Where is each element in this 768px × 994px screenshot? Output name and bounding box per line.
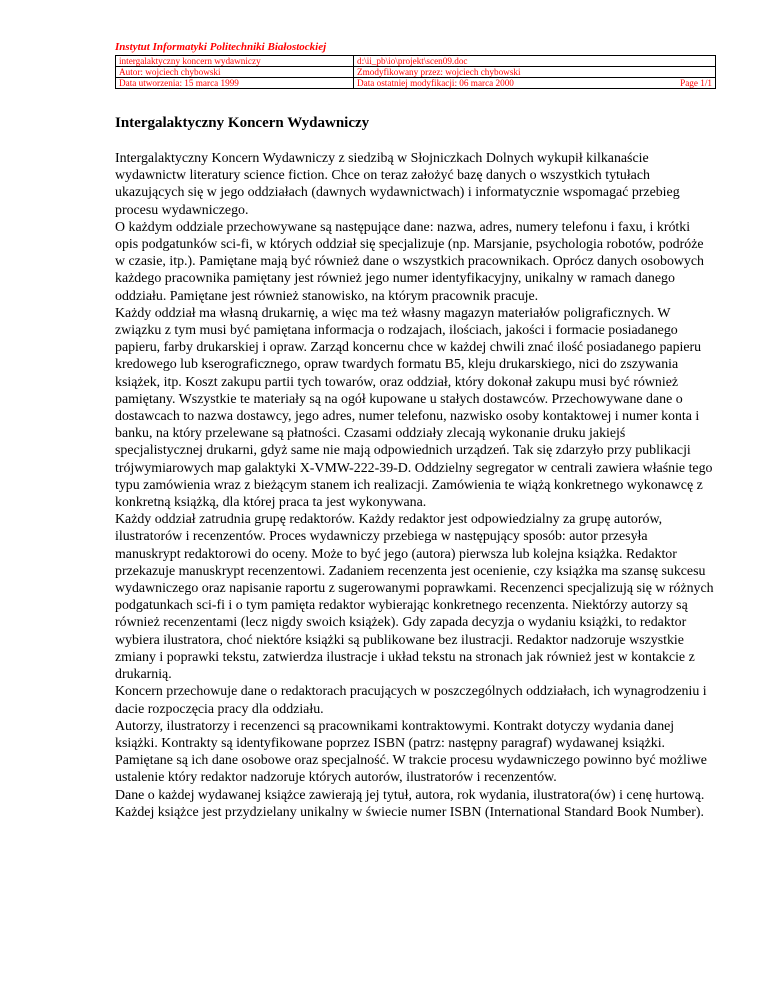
- header-row: [116, 78, 716, 89]
- project-name: intergalaktyczny koncern wydawniczy: [116, 56, 354, 67]
- last-modified-date: Data ostatniej modyfikacji: 06 marca 2000: [354, 78, 628, 89]
- creation-date: Data utworzenia: 15 marca 1999: [116, 78, 354, 89]
- document-header-table: [115, 55, 716, 89]
- paragraph: O każdym oddziale przechowywane są następujące dane: nazwa, adres, numery telefonu i faxu, i krótki opis podgatunków sci-fi, w których oddział się specjalizuje (np. Marsjanie, psychologia robotów, podróże w czasie, itp.). Pamiętane mają być również dane o wszystkich pracownikach. Oprócz danych osobowych każdego pracownika pamiętany jest również jego numer identyfikacyjny, unikalny w ramach danego oddziału. Pamiętane jest również stanowisko, na którym pracownik pracuje.: [115, 219, 704, 304]
- paragraph: Każdy oddział zatrudnia grupę redaktorów. Każdy redaktor jest odpowiedzialny za grupę autorów, ilustratorów i recenzentów. Proces wydawniczy przebiega w następujący sposób: autor przesyła manuskrypt redaktorowi do oceny. Może to być jego (autora) pierwsza lub kolejna książka. Redaktor przekazuje manuskrypt recenzentowi. Zadaniem recenzenta jest ocenienie, czy książka ma szansę sukcesu wydawniczego oraz napisanie raportu z sugerowanymi poprawkami. Recenzenci specjalizują się w różnych podgatunkach sci-fi i o tym pamięta redaktor wybierając konkretnego recenzenta. Niektórzy autorzy są również recenzentami (lecz nigdy swoich książek). Gdy zapada decyzja o wydaniu książki, to redaktor wybiera ilustratora, choć niektóre książki są publikowane bez ilustracji. Redaktor nadzoruje wszystkie zmiany i poprawki tekstu, zatwierdza ilustracje i układ tekstu na stronach jak również jest w kontakcie z drukarnią.: [115, 512, 714, 683]
- paragraph: Każdy oddział ma własną drukarnię, a więc ma też własny magazyn materiałów poligraficznych. W związku z tym musi być pamiętana informacja o rodzajach, ilościach, jakości i formacie posiadanego papieru, farby drukarskiej i opraw. Zarząd koncernu chce w każdej chwili znać ilość posiadanego papieru kredowego lub kserograficznego, opraw twardych formatu B5, kleju drukarskiego, nici do zszywania książek, itp. Koszt zakupu partii tych towarów, oraz oddział, który dokonał zakupu musi być również pamiętany. Wszystkie te materiały są na ogół kupowane u stałych dostawców. Przechowywane dane o dostawcach to nazwa dostawcy, jego adres, numer telefonu, nazwisko osoby kontaktowej i numer konta i banku, na który przelewane są płatności. Czasami oddziały zlecają wykonanie druku jakiejś specjalistycznej drukarni, gdyż same nie mają odpowiednich urządzeń. Tak się zdarzyło przy publikacji trójwymiarowych map galaktyki X-VMW-222-39-D. Oddzielny segregator w centrali zawiera właśnie tego typu zamówienia wraz z bieżącym stanem ich realizacji. Zamówienia te wiążą konkretnego wykonawcę z konkretną książką, dla której praca ta jest wykonywana.: [115, 305, 713, 511]
- author: Autor: wojciech chybowski: [116, 67, 354, 78]
- document-body: [115, 150, 715, 821]
- institute-name: Instytut Informatyki Politechniki Białostockiej: [115, 41, 327, 53]
- paragraph: Autorzy, ilustratorzy i recenzenci są pracownikami kontraktowymi. Kontrakt dotyczy wydania danej książki. Kontrakty są identyfikowane poprzez ISBN (patrz: następny paragraf) wydawanej książki. Pamiętane są ich dane osobowe oraz specjalność. W trakcie procesu wydawniczego powinno być możliwe ustalenie który redaktor nadzoruje których autorów, ilustratorów i recenzentów.: [115, 718, 707, 786]
- header-row: [116, 56, 716, 67]
- header-row: [116, 67, 716, 78]
- document-title: Intergalaktyczny Koncern Wydawniczy: [115, 115, 370, 131]
- modified-by: Zmodyfikowany przez: wojciech chybowski: [354, 67, 716, 78]
- paragraph: Intergalaktyczny Koncern Wydawniczy z siedzibą w Słojniczkach Dolnych wykupił kilkanaście wydawnictw literatury science fiction. Chce on teraz założyć bazę danych o wszystkich tytułach ukazujących się w jego oddziałach (dawnych wydawnictwach) i informatycznie wspomagać przebieg procesu wydawniczego.: [115, 151, 680, 218]
- page-number: Page 1/1: [628, 78, 716, 89]
- paragraph: Dane o każdej wydawanej książce zawierają jej tytuł, autora, rok wydania, ilustratora(ów) i cenę hurtową. Każdej książce jest przydzielany unikalny w świecie numer ISBN (International Standard Book Number).: [115, 787, 705, 820]
- paragraph: Koncern przechowuje dane o redaktorach pracujących w poszczególnych oddziałach, ich wynagrodzeniu i dacie rozpoczęcia pracy dla oddziału.: [115, 684, 707, 717]
- file-path: d:\ii_pb\io\projekt\scen09.doc: [354, 56, 716, 67]
- document-page: [115, 40, 715, 821]
